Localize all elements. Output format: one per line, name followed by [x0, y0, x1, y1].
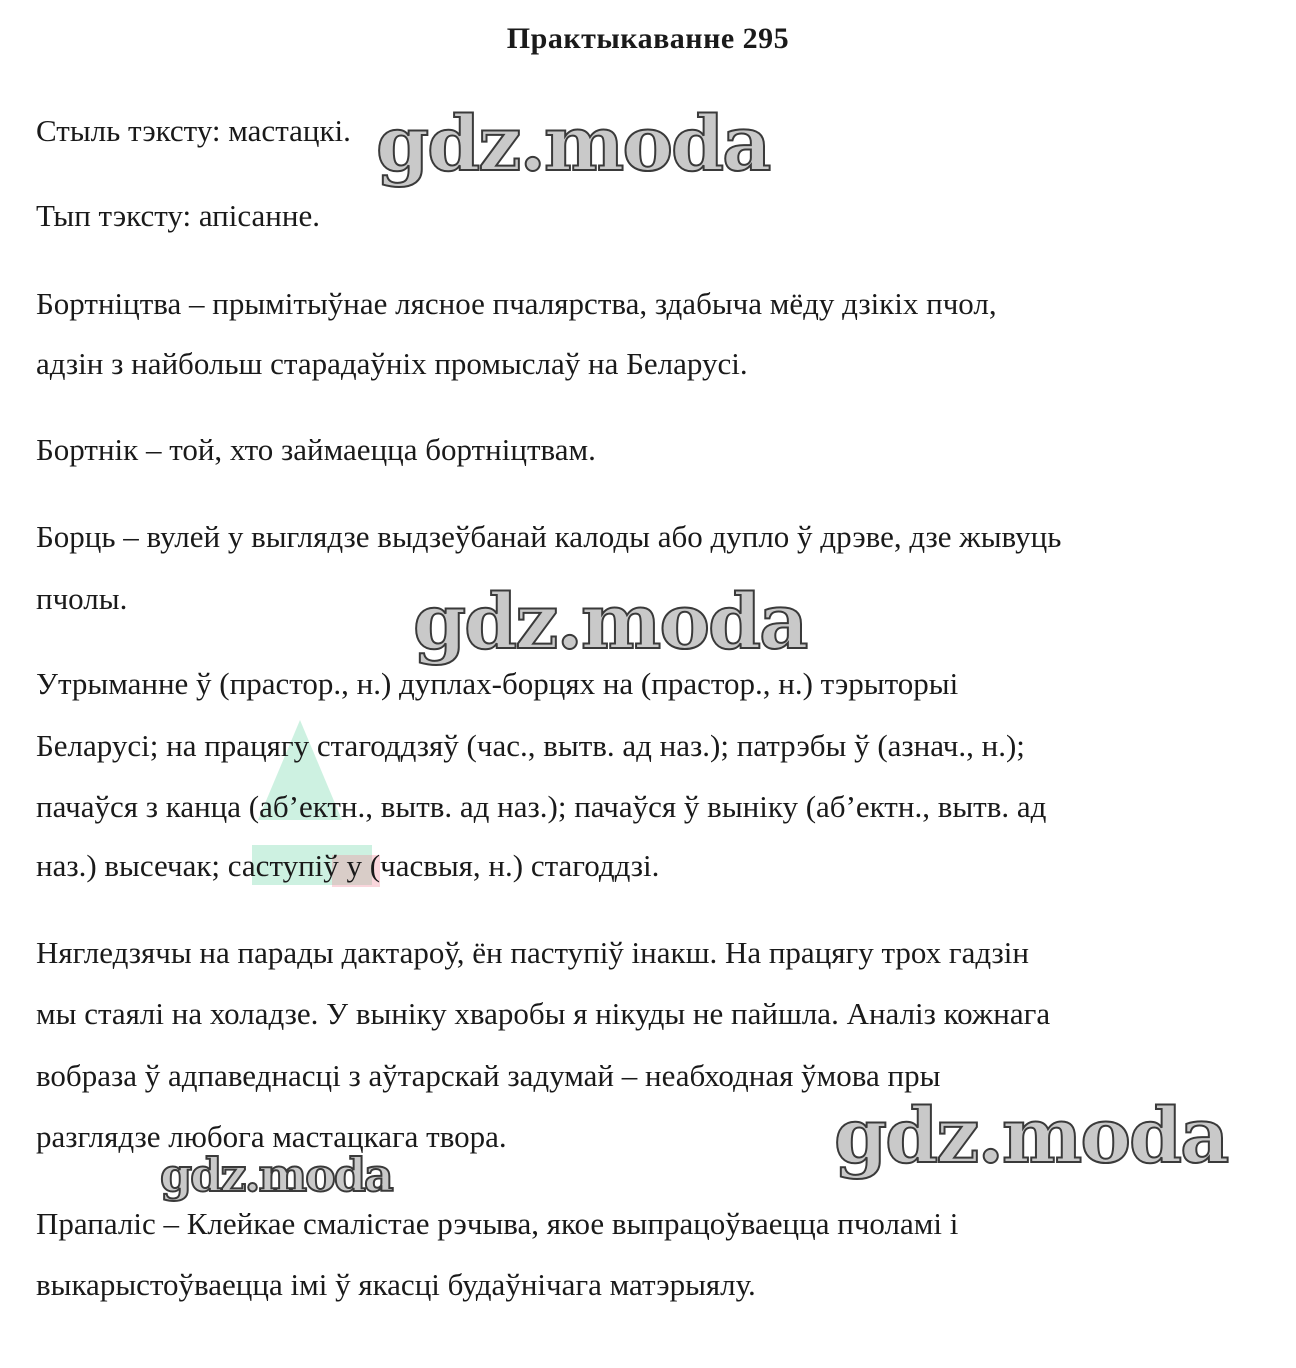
text-line: наз.) высечак; саступіў у (часвыя, н.) стагоддзі. [36, 848, 660, 883]
text-line: мы стаялі на холадзе. У выніку хваробы я нікуды не пайшла. Аналіз кожнага [36, 996, 1051, 1031]
text-line: вобраза ў адпаведнасці з аўтарскай задумай – неабходная ўмова пры [36, 1058, 941, 1093]
text-line: пчолы. [36, 581, 128, 616]
page-title: Практыкаванне 295 [506, 22, 790, 55]
text-line: Беларусі; на працягу стагоддзяў (час., вытв. ад наз.); патрэбы ў (азнач., н.); [36, 728, 1025, 763]
text-line: разглядзе любога мастацкага твора. [36, 1119, 507, 1154]
text-line: Тып тэксту: апісанне. [36, 198, 320, 233]
text-line: выкарыстоўваецца імі ў якасці будаўнічага матэрыялу. [36, 1267, 756, 1302]
watermark-logo: gdz.moda [834, 1091, 1228, 1180]
text-line: Бортнік – той, хто займаецца бортніцтвам. [36, 432, 596, 467]
text-line: Прапаліс – Клейкае смалістае рэчыва, якое выпрацоўваецца пчоламі і [36, 1206, 959, 1241]
text-line: адзін з найбольш старадаўніх промыслаў на Беларусі. [36, 346, 748, 381]
text-line: Стыль тэксту: мастацкі. [36, 113, 351, 148]
text-line: Борць – вулей у выглядзе выдзеўбанай калоды або дупло ў дрэве, дзе жывуць [36, 519, 1062, 554]
watermark-logo: gdz.moda [160, 1148, 392, 1202]
text-line: Бортніцтва – прымітыўнае лясное пчалярства, здабыча мёду дзікіх пчол, [36, 286, 997, 321]
text-line: пачаўся з канца (аб’ектн., вытв. ад наз.); пачаўся ў выніку (аб’ектн., вытв. ад [36, 789, 1047, 824]
watermark-logo: gdz.moda [413, 577, 807, 666]
text-line: Нягледзячы на парады дактароў, ён паступіў інакш. На працягу трох гадзін [36, 935, 1029, 970]
text-line: Утрыманне ў (прастор., н.) дуплах-борцях на (прастор., н.) тэрыторыі [36, 666, 959, 701]
watermark-logo: gdz.moda [376, 99, 770, 188]
